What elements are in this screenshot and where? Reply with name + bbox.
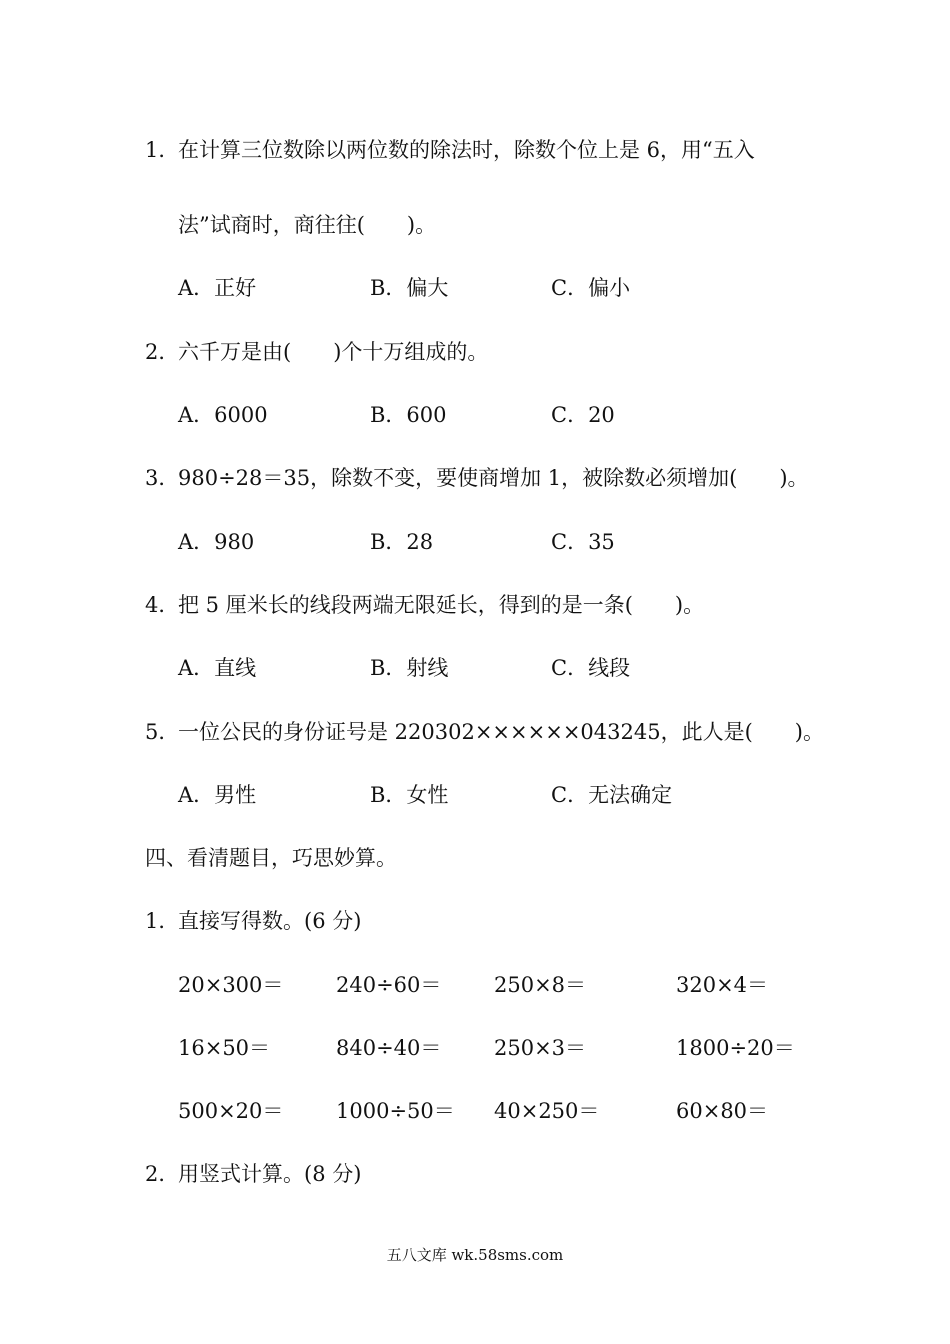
calc-item: 40×250＝ xyxy=(494,1099,600,1123)
section-title: 四、看清题目，巧思妙算。 xyxy=(145,846,397,870)
calc-item: 1000÷50＝ xyxy=(336,1099,455,1123)
question-text: 980÷28＝35，除数不变，要使商增加 1，被除数必须增加( )。 xyxy=(178,466,809,490)
option-a: A．男性 xyxy=(178,783,257,807)
question-number: 5． xyxy=(145,720,180,744)
question-number: 1． xyxy=(145,909,180,933)
option-c: C．20 xyxy=(551,403,615,427)
calc-item: 240÷60＝ xyxy=(336,973,442,997)
option-a: A．6000 xyxy=(178,403,268,427)
option-a: A．正好 xyxy=(178,276,257,300)
calc-item: 20×300＝ xyxy=(178,973,284,997)
option-c: C．线段 xyxy=(551,656,631,680)
question-number: 3． xyxy=(145,466,180,490)
option-b: B．射线 xyxy=(370,656,449,680)
option-c: C．偏小 xyxy=(551,276,631,300)
question-text: 一位公民的身份证号是 220302××××××043245，此人是( )。 xyxy=(178,720,824,744)
option-b: B．28 xyxy=(370,530,434,554)
question-number: 1． xyxy=(145,138,180,162)
question-text: 把 5 厘米长的线段两端无限延长，得到的是一条( )。 xyxy=(178,593,705,617)
question-text: 在计算三位数除以两位数的除法时，除数个位上是 6，用“五入 xyxy=(178,138,755,162)
calc-item: 1800÷20＝ xyxy=(676,1036,795,1060)
calc-item: 250×8＝ xyxy=(494,973,587,997)
question-number: 2． xyxy=(145,340,180,364)
option-b: B．600 xyxy=(370,403,447,427)
calc-item: 60×80＝ xyxy=(676,1099,769,1123)
question-number: 4． xyxy=(145,593,180,617)
option-a: A．直线 xyxy=(178,656,257,680)
option-b: B．女性 xyxy=(370,783,449,807)
question-number: 2． xyxy=(145,1162,180,1186)
question-text: 六千万是由( )个十万组成的。 xyxy=(178,340,489,364)
calc-item: 16×50＝ xyxy=(178,1036,271,1060)
calc-item: 500×20＝ xyxy=(178,1099,284,1123)
option-b: B．偏大 xyxy=(370,276,449,300)
question-text: 用竖式计算。(8 分) xyxy=(178,1162,362,1186)
question-text: 法”试商时，商往往( )。 xyxy=(178,213,437,237)
option-a: A．980 xyxy=(178,530,255,554)
option-c: C．35 xyxy=(551,530,615,554)
question-text: 直接写得数。(6 分) xyxy=(178,909,362,933)
option-c: C．无法确定 xyxy=(551,783,673,807)
calc-item: 840÷40＝ xyxy=(336,1036,442,1060)
footer-watermark: 五八文库 wk.58sms.com xyxy=(386,1246,564,1264)
calc-item: 320×4＝ xyxy=(676,973,769,997)
calc-item: 250×3＝ xyxy=(494,1036,587,1060)
